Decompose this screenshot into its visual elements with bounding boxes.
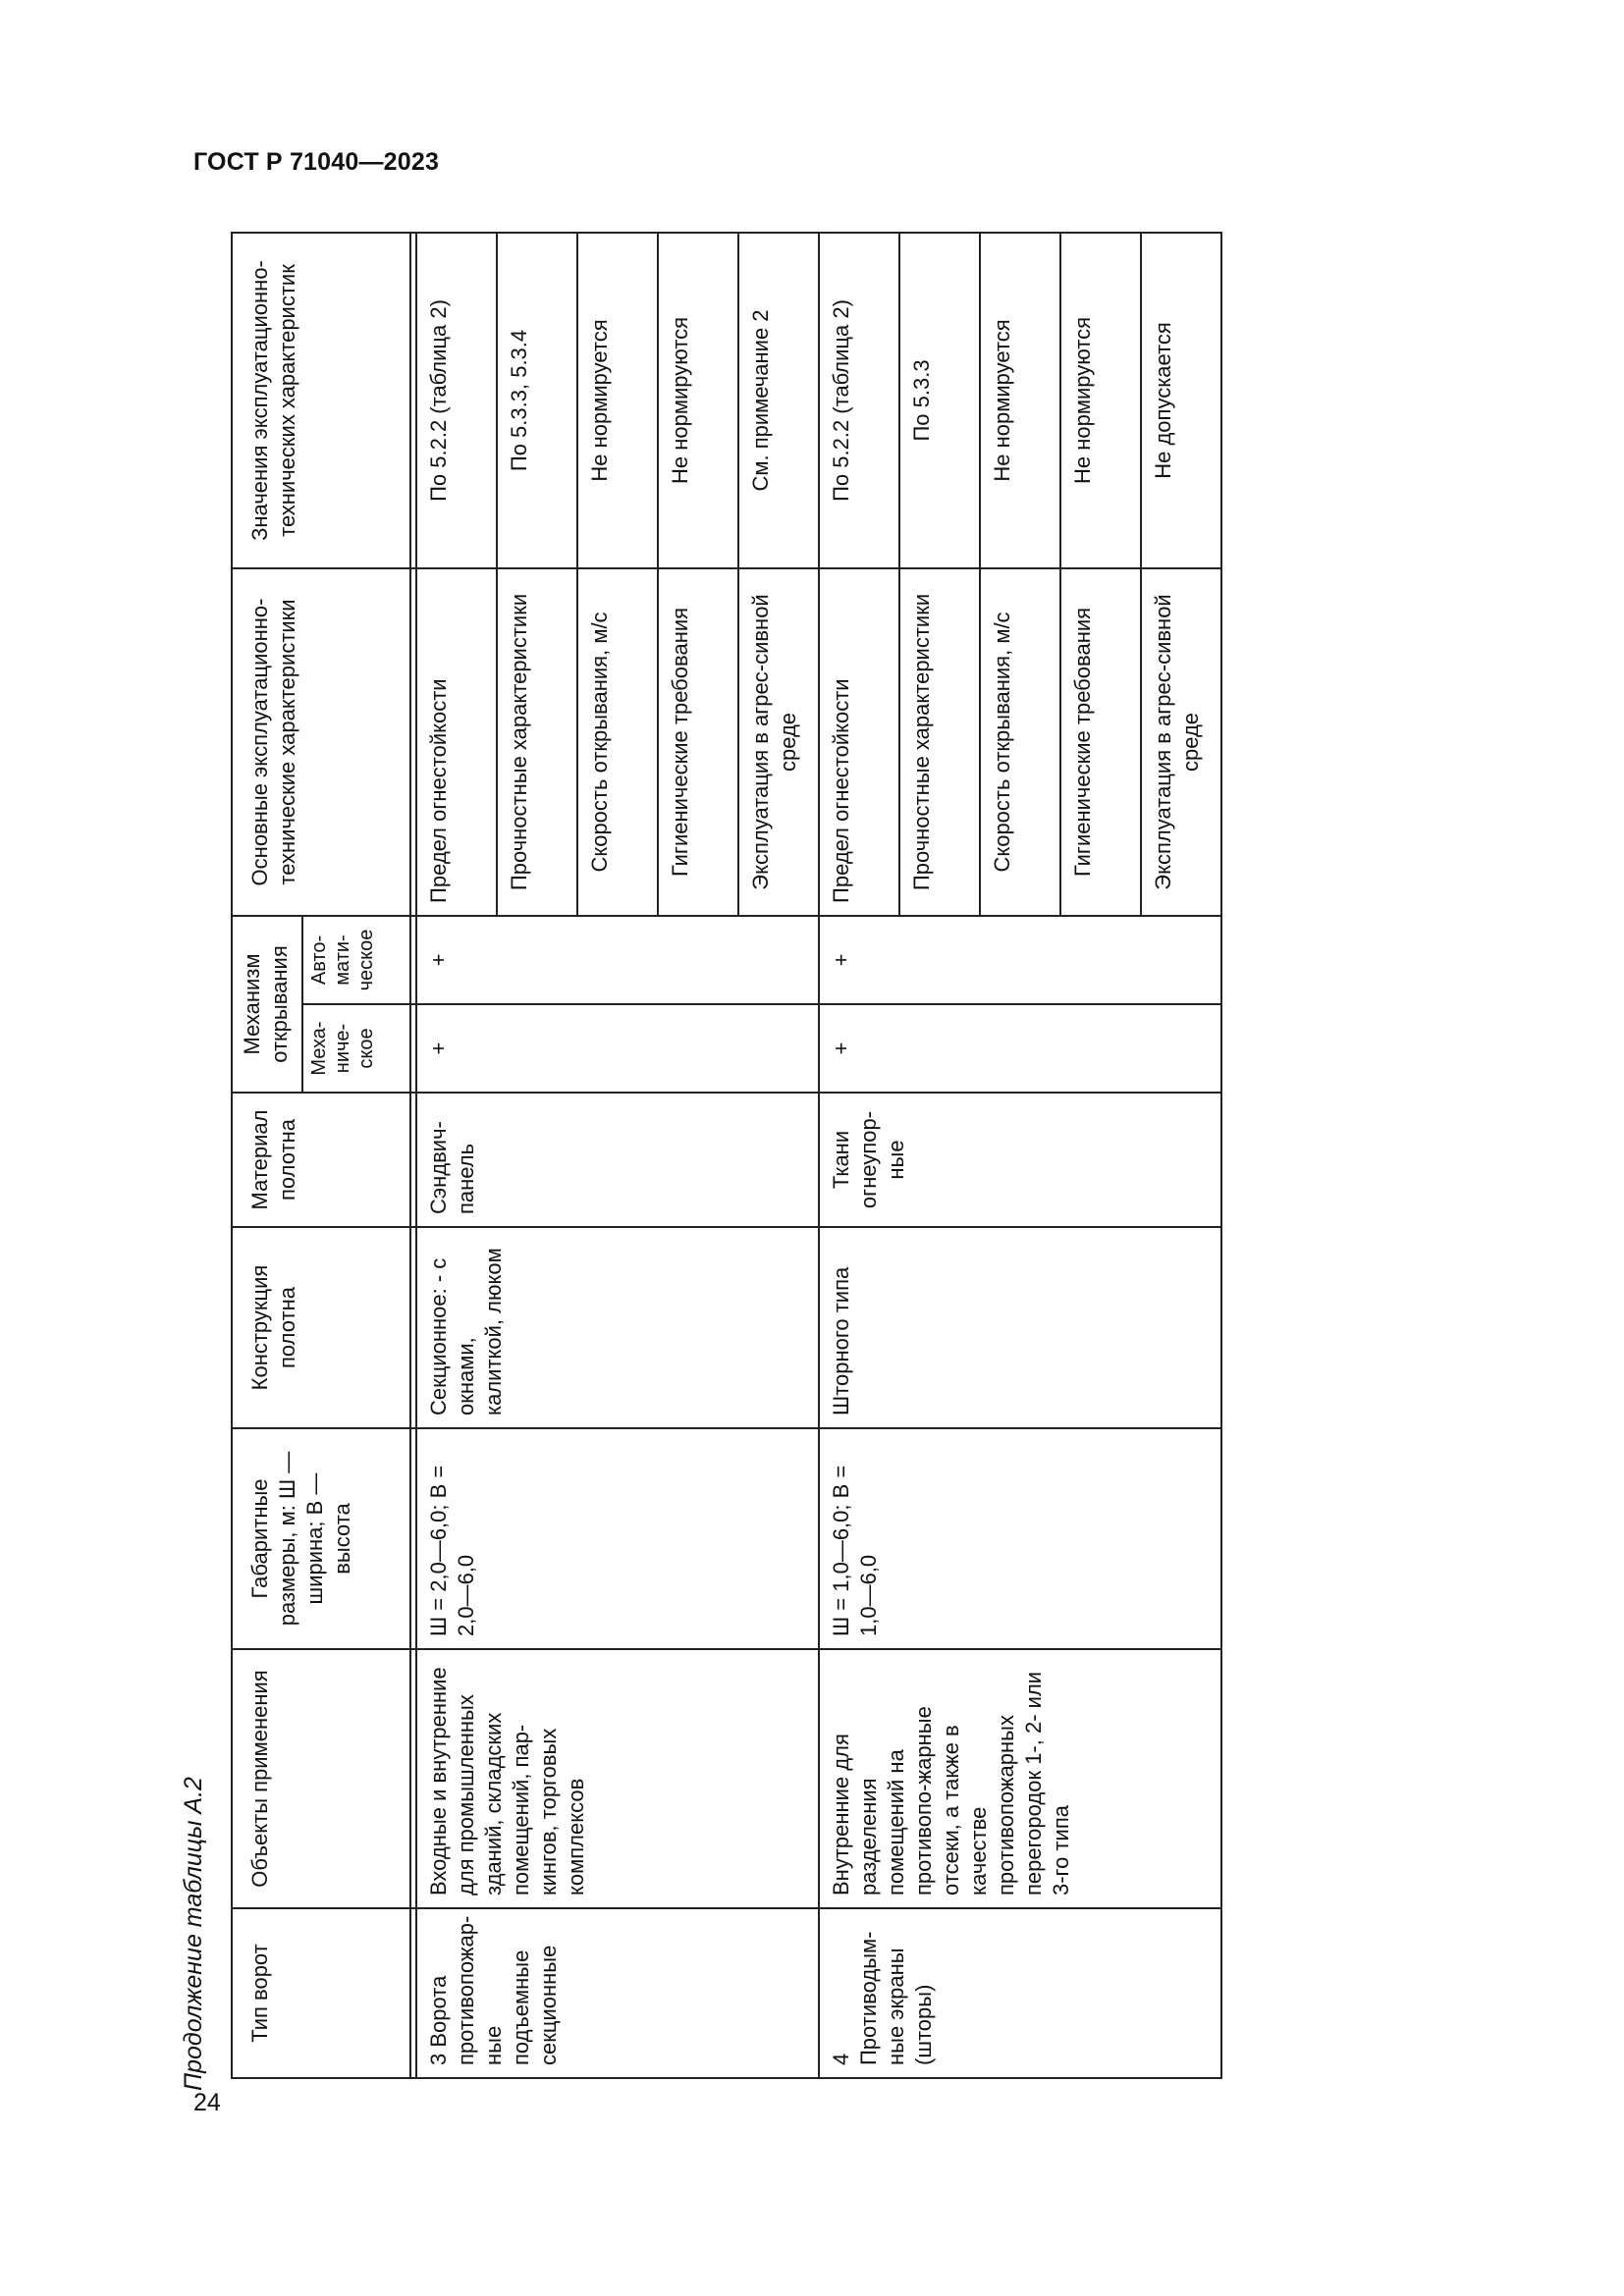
table-caption: Продолжение таблицы А.2 — [180, 1777, 207, 2091]
cell-characteristic: Прочностные характеристики — [899, 568, 980, 916]
requirements-table — [231, 232, 1222, 2079]
cell-objects: Внутренние для разделения помещений на противопо-жарные отсеки, а также в качестве противопожарных перегородок 1-, 2- или 3-го типа — [819, 1649, 1221, 1908]
cell-material: Ткани огнеупор-ные — [819, 1093, 1221, 1227]
cell-value: По 5.2.2 (таблица 2) — [416, 233, 497, 568]
cell-type: 4 Противодым-ные экраны (шторы) — [819, 1908, 1221, 2078]
cell-characteristic: Предел огнестойкости — [819, 568, 899, 916]
cell-mech-auto: + — [819, 916, 1221, 1004]
page-number: 24 — [193, 2089, 221, 2116]
cell-objects: Входные и внутренние для промышленных зданий, складских помещений, пар-кингов, торговых комплексов — [416, 1649, 819, 1908]
cell-characteristic: Скорость открывания, м/с — [577, 568, 658, 916]
cell-value: Не нормируется — [577, 233, 658, 568]
cell-mech-auto: + — [416, 916, 819, 1004]
rotated-table-container — [231, 234, 1203, 2079]
header-mech-manual: Меха-ниче-ское — [302, 1004, 410, 1093]
cell-value: Не нормируется — [980, 233, 1060, 568]
cell-characteristic: Предел огнестойкости — [416, 568, 497, 916]
cell-value: Не нормируются — [1060, 233, 1141, 568]
cell-mech-manual: + — [416, 1004, 819, 1093]
cell-value: По 5.3.3 — [899, 233, 980, 568]
header-material: Материал полотна — [232, 1093, 410, 1227]
cell-value: По 5.3.3, 5.3.4 — [497, 233, 577, 568]
table-row — [819, 233, 899, 2078]
header-type: Тип ворот — [232, 1908, 410, 2078]
cell-construction: Секционное: - с окнами, калиткой, люком — [416, 1227, 819, 1428]
cell-value: Не допускается — [1141, 233, 1221, 568]
cell-characteristic: Гигиенические требования — [658, 568, 738, 916]
cell-characteristic: Прочностные характеристики — [497, 568, 577, 916]
cell-characteristic: Скорость открывания, м/с — [980, 568, 1060, 916]
cell-construction: Шторного типа — [819, 1227, 1221, 1428]
cell-material: Сэндвич-панель — [416, 1093, 819, 1227]
header-objects: Объекты применения — [232, 1649, 410, 1908]
cell-dimensions: Ш = 1,0—6,0; В = 1,0—6,0 — [819, 1428, 1221, 1649]
cell-value: Не нормируются — [658, 233, 738, 568]
header-characteristics: Основные эксплуатационно-технические характеристики — [232, 568, 410, 916]
cell-characteristic: Гигиенические требования — [1060, 568, 1141, 916]
cell-characteristic: Эксплуатация в агрес-сивной среде — [1141, 568, 1221, 916]
header-values: Значения эксплуатационно-технических характеристик — [232, 233, 410, 568]
cell-value: См. примечание 2 — [738, 233, 819, 568]
cell-value: По 5.2.2 (таблица 2) — [819, 233, 899, 568]
header-mech-auto: Авто-мати-ческое — [302, 916, 410, 1004]
cell-type: 3 Ворота противопожар-ные подъемные секционные — [416, 1908, 819, 2078]
document-title: ГОСТ Р 71040—2023 — [193, 148, 440, 176]
header-dimensions: Габаритные размеры, м: Ш — ширина; В — высота — [232, 1428, 410, 1649]
header-construction: Конструкция полотна — [232, 1227, 410, 1428]
cell-dimensions: Ш = 2,0—6,0; В = 2,0—6,0 — [416, 1428, 819, 1649]
cell-mech-manual: + — [819, 1004, 1221, 1093]
header-mechanism: Механизм открывания — [232, 916, 302, 1093]
table-row — [416, 233, 497, 2078]
cell-characteristic: Эксплуатация в агрес-сивной среде — [738, 568, 819, 916]
